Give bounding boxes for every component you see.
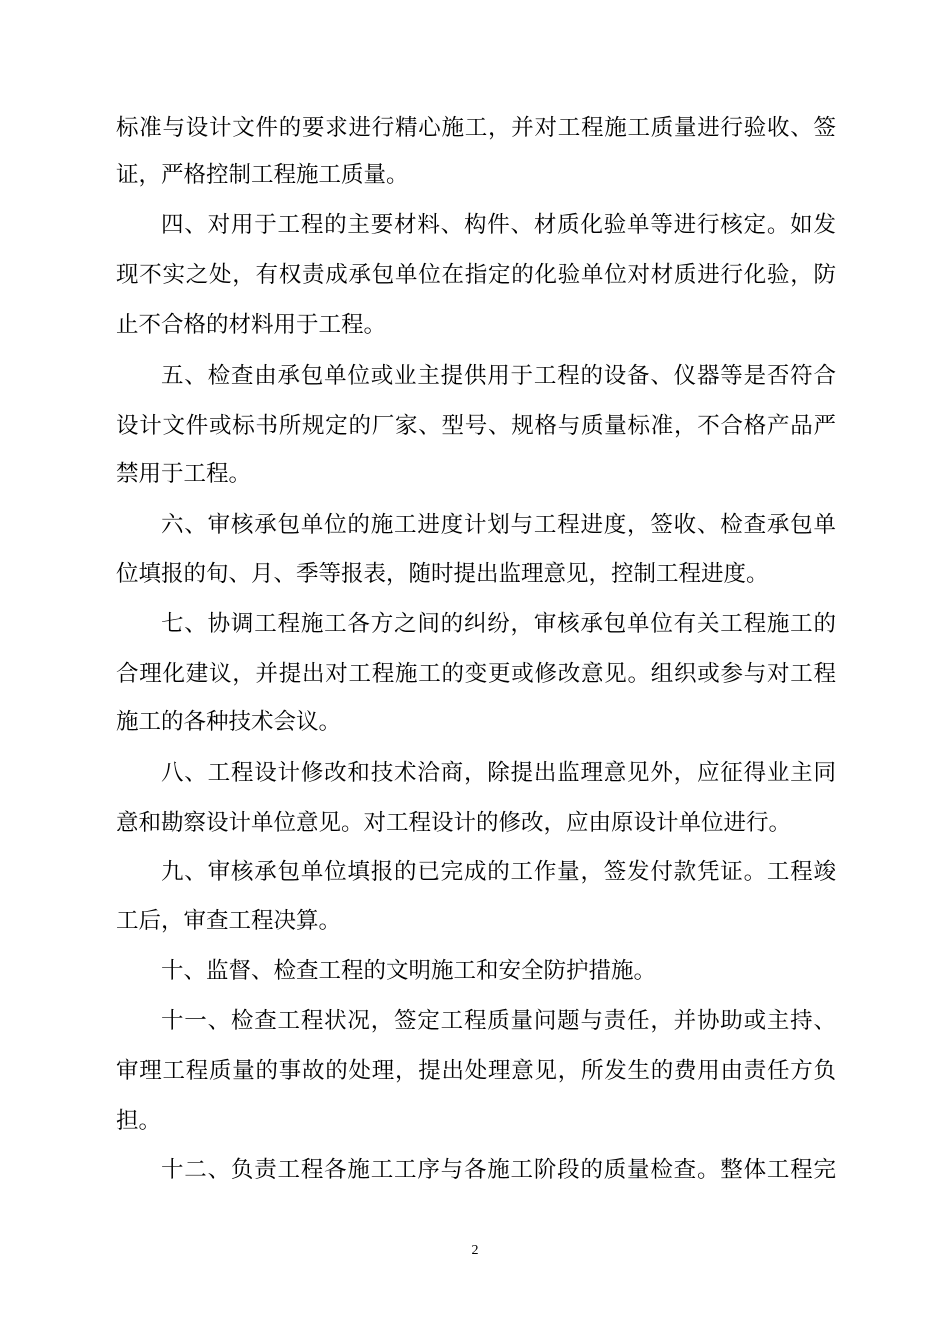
paragraph-start-line: 十二、负责工程各施工工序与各施工阶段的质量检查。整体工程完 [161,1157,836,1183]
paragraph-start-line: 六、审核承包单位的施工进度计划与工程进度，签收、检查承包单 [161,512,836,538]
text-line: 禁用于工程。 [116,461,252,487]
text-line: 止不合格的材料用于工程。 [116,312,387,338]
paragraph-start-line: 十、监督、检查工程的文明施工和安全防护措施。 [161,958,657,984]
text-line: 设计文件或标书所规定的厂家、型号、规格与质量标准，不合格产品严 [116,413,836,439]
text-line: 工后，审查工程决算。 [116,908,342,934]
page-number: 2 [471,1243,479,1258]
paragraph-start-line: 四、对用于工程的主要材料、构件、材质化验单等进行核定。如发 [161,212,836,238]
text-line: 位填报的旬、月、季等报表，随时提出监理意见，控制工程进度。 [116,561,769,587]
text-line: 担。 [116,1108,162,1134]
text-line: 现不实之处，有权责成承包单位在指定的化验单位对材质进行化验，防 [116,262,836,288]
paragraph-start-line: 十一、检查工程状况，签定工程质量问题与责任，并协助或主持、 [161,1008,836,1034]
paragraph-start-line: 九、审核承包单位填报的已完成的工作量，签发付款凭证。工程竣 [161,859,836,885]
text-line: 合理化建议，并提出对工程施工的变更或修改意见。组织或参与对工程 [116,661,836,687]
text-line: 标准与设计文件的要求进行精心施工，并对工程施工质量进行验收、签 [116,115,836,141]
text-line: 施工的各种技术会议。 [116,709,342,735]
text-line: 审理工程质量的事故的处理，提出处理意见，所发生的费用由责任方负 [116,1058,836,1084]
paragraph-start-line: 八、工程设计修改和技术洽商，除提出监理意见外，应征得业主同 [161,760,836,786]
paragraph-start-line: 五、检查由承包单位或业主提供用于工程的设备、仪器等是否符合 [161,363,836,389]
text-line: 意和勘察设计单位意见。对工程设计的修改，应由原设计单位进行。 [116,810,792,836]
text-line: 证，严格控制工程施工质量。 [116,162,409,188]
paragraph-start-line: 七、协调工程施工各方之间的纠纷，审核承包单位有关工程施工的 [161,611,836,637]
